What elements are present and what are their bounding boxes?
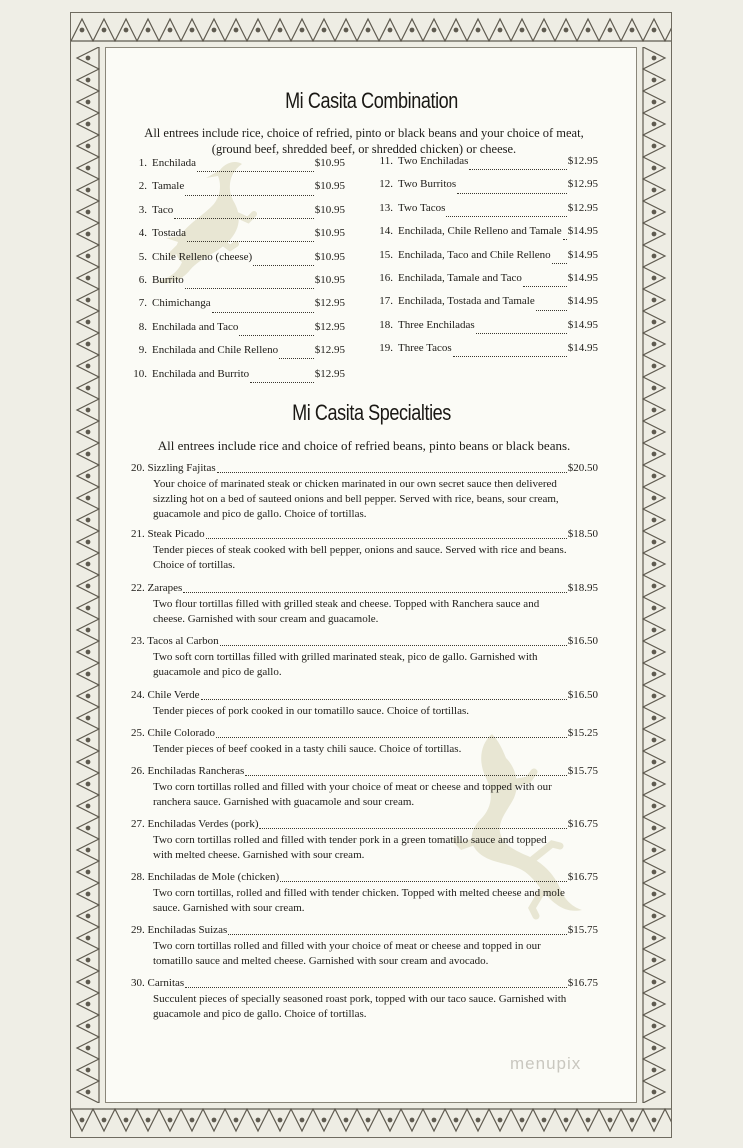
leader-dots xyxy=(476,333,567,334)
specialty-item-description: Your choice of marinated steak or chicken marinated in our own secret sauce then delivered sizzling hot on a bed of sauteed onions and bell pepper. Served with rice, beans, sour cream, guacamole and pico de gallo. Choice of tortillas. xyxy=(153,478,559,520)
combination-item-price: $14.95 xyxy=(567,248,598,261)
combination-item-price: $12.95 xyxy=(314,344,345,357)
leader-dots xyxy=(217,472,567,473)
leader-dots xyxy=(469,169,566,170)
leader-dots xyxy=(187,241,314,242)
combination-item-price: $12.95 xyxy=(567,155,598,167)
specialty-item-name: 29. Enchiladas Suizas xyxy=(131,924,228,936)
combination-title: Mi Casita Combination xyxy=(285,88,458,113)
combination-item-name: Enchilada, Chile Relleno and Tamale xyxy=(398,225,562,238)
specialty-item-name: 26. Enchiladas Rancheras xyxy=(131,765,245,777)
combination-item xyxy=(133,204,345,227)
combination-item-name: Taco xyxy=(152,203,174,216)
leader-dots xyxy=(563,239,567,240)
combination-item xyxy=(379,249,598,272)
specialty-item-header xyxy=(131,818,598,833)
combination-item-name: Two Enchiladas xyxy=(398,155,469,167)
combination-item-price: $12.95 xyxy=(314,320,345,333)
specialty-item-description: Two corn tortillas rolled and filled with your choice of meat or cheese and topped with our ranchera sauce. Garnished with guacamole and sour cream. xyxy=(153,781,552,808)
specialty-item-description: Two soft corn tortillas filled with grilled marinated steak, pico de gallo. Garnished with guacamole and pico de gallo. xyxy=(153,651,538,678)
combination-item-price: $12.95 xyxy=(567,178,598,191)
combination-item xyxy=(379,155,598,178)
combination-item xyxy=(379,202,598,225)
combination-item-name: Burrito xyxy=(152,273,184,286)
leader-dots xyxy=(206,538,567,539)
leader-dots xyxy=(453,356,567,357)
combination-item-number: 15. xyxy=(379,248,393,261)
specialty-item-name: 21. Steak Picado xyxy=(131,528,205,540)
specialty-item-header xyxy=(131,765,598,780)
combination-item-name: Three Tacos xyxy=(398,342,452,355)
combination-item-number: 3. xyxy=(138,203,147,216)
combination-item-name: Enchilada xyxy=(152,157,196,169)
specialty-item-description: Two corn tortillas, rolled and filled with tender chicken. Topped with melted cheese and mole sauce. Garnished with sour cream. xyxy=(153,887,565,914)
combination-item-number: 13. xyxy=(379,201,393,214)
specialty-item xyxy=(131,727,598,757)
combination-item-price: $10.95 xyxy=(314,250,345,263)
leader-dots xyxy=(279,358,314,359)
combination-item-number: 19. xyxy=(379,342,393,355)
specialty-item-header xyxy=(131,727,598,742)
specialty-item-header xyxy=(131,977,598,992)
specialty-item xyxy=(131,462,598,522)
combination-list-left xyxy=(133,157,345,391)
combination-item-price: $14.95 xyxy=(567,225,598,238)
specialty-item-name: 25. Chile Colorado xyxy=(131,727,216,739)
leader-dots xyxy=(250,382,314,383)
combination-item xyxy=(379,272,598,295)
combination-item-price: $12.95 xyxy=(314,367,345,380)
specialty-item-price: $16.75 xyxy=(567,818,598,830)
specialty-item-price: $18.50 xyxy=(567,528,598,540)
specialty-item-price: $15.75 xyxy=(567,765,598,777)
leader-dots xyxy=(446,216,566,217)
combination-item-name: Chimichanga xyxy=(152,297,211,310)
combination-item-name: Enchilada, Tostada and Tamale xyxy=(398,295,535,308)
combination-item-price: $14.95 xyxy=(567,342,598,355)
specialty-item-name: 20. Sizzling Fajitas xyxy=(131,462,216,474)
specialty-item-price: $16.75 xyxy=(567,977,598,989)
specialty-item-header xyxy=(131,924,598,939)
combination-item-price: $10.95 xyxy=(314,227,345,240)
specialty-item xyxy=(131,765,598,810)
combination-item-price: $12.95 xyxy=(314,297,345,310)
specialty-item-description: Tender pieces of beef cooked in a tasty chili sauce. Choice of tortillas. xyxy=(153,743,462,755)
combination-item-price: $10.95 xyxy=(314,157,345,169)
leader-dots xyxy=(228,934,567,935)
specialty-item-name: 24. Chile Verde xyxy=(131,689,200,701)
combination-item-number: 12. xyxy=(379,178,393,191)
specialty-item xyxy=(131,871,598,916)
leader-dots xyxy=(185,987,567,988)
combination-item xyxy=(133,157,345,180)
specialty-item xyxy=(131,818,598,863)
leader-dots xyxy=(552,263,567,264)
combination-item-price: $10.95 xyxy=(314,203,345,216)
combination-item xyxy=(133,297,345,320)
combination-intro-line-1: All entrees include rice, choice of refried, pinto or black beans and your choice of meat, xyxy=(144,126,584,140)
menupix-watermark: menupix xyxy=(510,1054,582,1073)
specialty-item-description: Two flour tortillas filled with grilled steak and cheese. Topped with Ranchera sauce and cheese. Garnished with sour cream and guacamole. xyxy=(153,598,540,625)
combination-item-number: 16. xyxy=(379,271,393,284)
specialty-item xyxy=(131,528,598,573)
combination-item-number: 5. xyxy=(138,250,147,263)
specialty-item-header xyxy=(131,462,598,477)
leader-dots xyxy=(457,193,567,194)
specialty-item xyxy=(131,977,598,1022)
combination-item xyxy=(133,274,345,297)
combination-item-name: Enchilada and Taco xyxy=(152,320,239,333)
leader-dots xyxy=(212,312,314,313)
combination-item xyxy=(133,251,345,274)
combination-item-number: 1. xyxy=(138,157,147,169)
leader-dots xyxy=(280,881,567,882)
combination-item-price: $14.95 xyxy=(567,295,598,308)
leader-dots xyxy=(253,265,314,266)
combination-item xyxy=(379,295,598,318)
specialty-item-header xyxy=(131,528,598,543)
specialty-item-name: 22. Zarapes xyxy=(131,582,183,594)
combination-item-name: Enchilada, Tamale and Taco xyxy=(398,271,522,284)
leader-dots xyxy=(185,288,314,289)
specialty-item-name: 30. Carnitas xyxy=(131,977,185,989)
specialty-item-description: Two corn tortillas rolled and filled with tender pork in a green tomatillo sauce and topped with melted cheese. Garnished with sour cream. xyxy=(153,834,547,861)
specialty-item-name: 28. Enchiladas de Mole (chicken) xyxy=(131,871,280,883)
leader-dots xyxy=(201,699,567,700)
combination-item-name: Tostada xyxy=(152,227,187,240)
combination-item-number: 14. xyxy=(379,225,393,238)
leader-dots xyxy=(245,775,566,776)
specialty-item xyxy=(131,635,598,680)
combination-item-name: Chile Relleno (cheese) xyxy=(152,250,253,263)
combination-item xyxy=(133,344,345,367)
leader-dots xyxy=(259,828,566,829)
combination-item-name: Enchilada and Chile Relleno xyxy=(152,344,279,357)
combination-item-number: 2. xyxy=(138,180,147,193)
combination-intro-line-2: (ground beef, shredded beef, or shredded chicken) or cheese. xyxy=(211,142,517,156)
leader-dots xyxy=(239,335,313,336)
specialty-item-header xyxy=(131,582,598,597)
combination-item-name: Three Enchiladas xyxy=(398,318,475,331)
combination-item xyxy=(133,227,345,250)
combination-item xyxy=(379,225,598,248)
combination-item-number: 18. xyxy=(379,318,393,331)
combination-intro xyxy=(130,125,598,157)
combination-item xyxy=(133,180,345,203)
combination-item xyxy=(379,178,598,201)
combination-list-right xyxy=(379,155,598,366)
combination-item-price: $14.95 xyxy=(567,318,598,331)
combination-item-name: Two Burritos xyxy=(398,178,457,191)
combination-item-number: 10. xyxy=(133,367,147,380)
specialty-item-description: Succulent pieces of specially seasoned roast pork, topped with our taco sauce. Garnished with guacamole and pico de gallo. Choice of tortillas. xyxy=(153,993,567,1020)
leader-dots xyxy=(174,218,314,219)
combination-item-number: 6. xyxy=(138,273,147,286)
specialty-item-price: $16.50 xyxy=(567,689,598,701)
leader-dots xyxy=(220,645,567,646)
leader-dots xyxy=(183,592,566,593)
leader-dots xyxy=(197,171,314,172)
combination-item-name: Enchilada, Taco and Chile Relleno xyxy=(398,248,551,261)
specialty-item-price: $16.50 xyxy=(567,635,598,647)
combination-item-number: 8. xyxy=(138,320,147,333)
combination-item-price: $14.95 xyxy=(567,271,598,284)
leader-dots xyxy=(536,310,567,311)
specialty-item-price: $15.75 xyxy=(567,924,598,936)
specialty-item-price: $16.75 xyxy=(567,871,598,883)
specialty-item-price: $15.25 xyxy=(567,727,598,739)
specialty-item-description: Tender pieces of pork cooked in our tomatillo sauce. Choice of tortillas. xyxy=(153,705,469,717)
specialty-item-price: $20.50 xyxy=(567,462,598,474)
combination-item-number: 9. xyxy=(138,344,147,357)
combination-item xyxy=(379,342,598,365)
specialty-item-header xyxy=(131,689,598,704)
specialties-title: Mi Casita Specialties xyxy=(292,400,451,425)
combination-item-name: Tamale xyxy=(152,180,185,193)
combination-item-number: 11. xyxy=(379,155,393,167)
specialty-item xyxy=(131,924,598,969)
specialties-intro: All entrees include rice and choice of refried beans, pinto beans or black beans. xyxy=(157,438,571,453)
combination-item-price: $10.95 xyxy=(314,180,345,193)
specialty-item-name: 23. Tacos al Carbon xyxy=(131,635,219,647)
combination-item-price: $10.95 xyxy=(314,273,345,286)
combination-item-price: $12.95 xyxy=(567,201,598,214)
specialty-item-description: Two corn tortillas rolled and filled with your choice of meat or cheese and topped in our tomatillo sauce and melted cheese. Garnished with sour cream and avocado. xyxy=(153,940,541,967)
specialty-item-header xyxy=(131,871,598,886)
specialty-item xyxy=(131,582,598,627)
combination-item xyxy=(379,319,598,342)
combination-item-number: 7. xyxy=(138,297,147,310)
specialty-item-header xyxy=(131,635,598,650)
leader-dots xyxy=(216,737,567,738)
specialty-item xyxy=(131,689,598,719)
combination-item-name: Two Tacos xyxy=(398,201,446,214)
specialty-item-price: $18.95 xyxy=(567,582,598,594)
leader-dots xyxy=(523,286,567,287)
combination-item xyxy=(133,368,345,391)
leader-dots xyxy=(185,195,314,196)
specialty-item-name: 27. Enchiladas Verdes (pork) xyxy=(131,818,259,830)
combination-item-number: 17. xyxy=(379,295,393,308)
specialties-list xyxy=(131,462,598,1022)
combination-item xyxy=(133,321,345,344)
combination-item-number: 4. xyxy=(138,227,147,240)
combination-item-name: Enchilada and Burrito xyxy=(152,367,250,380)
specialty-item-description: Tender pieces of steak cooked with bell pepper, onions and sauce. Served with rice and beans. Choice of tortillas. xyxy=(153,544,567,571)
